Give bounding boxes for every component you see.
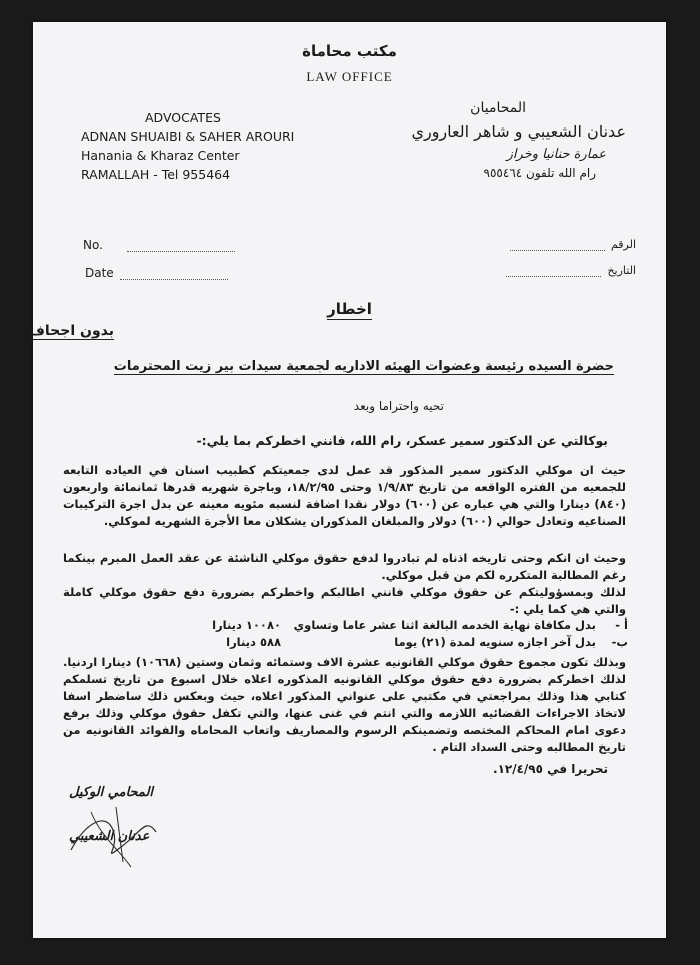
claim-item-amount: ١٠٠٨٠ دينارا <box>212 618 281 632</box>
ref-field-arabic <box>510 238 636 251</box>
claim-item-letter: أ - <box>615 618 628 632</box>
letterhead-ar-line: عمارة حنانيا وخراز <box>506 147 606 162</box>
greeting: تحيه واحتراما وبعد <box>353 399 444 413</box>
handwritten-signature <box>61 792 171 872</box>
number-field <box>83 238 235 252</box>
body-paragraph: حيث ان موكلي الدكتور سمير المذكور قد عمل لدى جمعيتكم كطبيب اسنان في العياده التابعه للجمعيه من الفتره الواقعه من تاريخ ١/٩/٨٣ وحتى ١٨/٢/٩٥، وباجرة شهريه قدرها ثمانمائة واربعون (٨٤٠) دينارا والتي هي عباره عن (٦٠٠) دولار نقدا اضافة لنسبه مئويه معينه عن بدل اجرة التركيبات الصناعيه وتعادل حوالي (٦٠٠) دولار والمبلغان المذكوران يشكلان معا الأجرة الشهريه لموكلي. <box>63 463 626 528</box>
letterhead-arabic <box>411 100 626 180</box>
letterhead-ar-line: عدنان الشعيبي و شاهر العاروري <box>411 122 626 141</box>
letterhead-ar-line: رام الله تلفون ٩٥٥٤٦٤ <box>483 166 596 180</box>
date-field <box>85 266 228 280</box>
date-line: تحريرا في ١٢/٤/٩٥. <box>493 762 609 776</box>
date-label-arabic: التاريخ <box>607 264 636 277</box>
without-prejudice: بدون اجحاف <box>28 323 114 339</box>
intro-line: بوكالتي عن الدكتور سمير عسكر، رام الله، فانني اخطركم بما يلي:- <box>196 433 608 448</box>
claim-item-letter: ب- <box>611 635 628 649</box>
letter-subject <box>33 300 666 318</box>
number-label: No. <box>83 238 103 252</box>
body-paragraph: وحيث ان انكم وحتى تاريخه اذناه لم تبادروا لدفع حقوق موكلي الناشئة عن عقد العمل المبرم بينكما رغم المطالبة المتكرره لكم من قبل موكلي. <box>63 551 626 582</box>
date-label: Date <box>85 266 114 280</box>
addressee: حضرة السيده رئيسة وعضوات الهيئه الاداريه لجمعية سيدات بير زيت المحترمات <box>113 359 614 374</box>
letterhead-english <box>81 108 294 184</box>
signature-title: المحامي الوكيل <box>69 785 154 800</box>
closing-paragraph: وبذلك تكون مجموع حقوق موكلي القانونيه عشرة الاف وستمائه وثمان وستين (١٠٦٦٨) دينارا اردنيا. لذلك اخطركم بضرورة دفع حقوق موكلي القانونيه المذكوره اعلاه خلال اسبوع من تاريخ تسلمكم كتابي هذا وذلك بمراجعتي في مكتبي على عنواني المذكور اعلاه، حيث وبعكس ذلك ساضطر اسفا لاتخاذ الاجراءات القضائيه اللازمه والتي انتم في غنى عنها، والتي تكفل حقوق موكلي وذلك برفع دعوى امام المحاكم المختصه وتضمينكم الرسوم والمصاريف واتعاب المحاماه والفوائد القانونيه من تاريخ المطالبه وحتى السداد التام . <box>63 655 626 754</box>
letterhead-en-line: ADNAN SHUAIBI & SAHER AROURI <box>81 129 295 144</box>
claim-item-text: بدل مكافاة نهاية الخدمه البالغة اثنا عشر عاما وتساوي <box>293 618 596 632</box>
letterhead-en-line: RAMALLAH - Tel 955464 <box>81 167 231 182</box>
signature-name: عدنان الشعيبي <box>69 829 150 844</box>
office-title-arabic: مكتب محاماة <box>302 42 397 60</box>
letter-page <box>28 22 666 938</box>
office-title-english: LAW OFFICE <box>306 69 393 84</box>
body-paragraph: لذلك وبمسؤوليتكم عن حقوق موكلي فانني اطالبكم واخطركم بضرورة دفع حقوق موكلي كاملة والتي هي كما يلي :- <box>63 585 626 616</box>
claim-item-text: بدل آخر اجازه سنويه لمدة (٢١) يوما <box>394 635 596 649</box>
letterhead-en-line: ADVOCATES <box>145 110 221 125</box>
letterhead-ar-line: المحاميان <box>470 100 526 116</box>
date-field-arabic <box>506 264 636 277</box>
subject-text: اخطار <box>327 300 372 318</box>
ref-label-arabic: الرقم <box>610 238 636 251</box>
claim-item-amount: ٥٨٨ دينارا <box>226 635 281 649</box>
letterhead-en-line: Hanania & Kharaz Center <box>81 148 240 163</box>
